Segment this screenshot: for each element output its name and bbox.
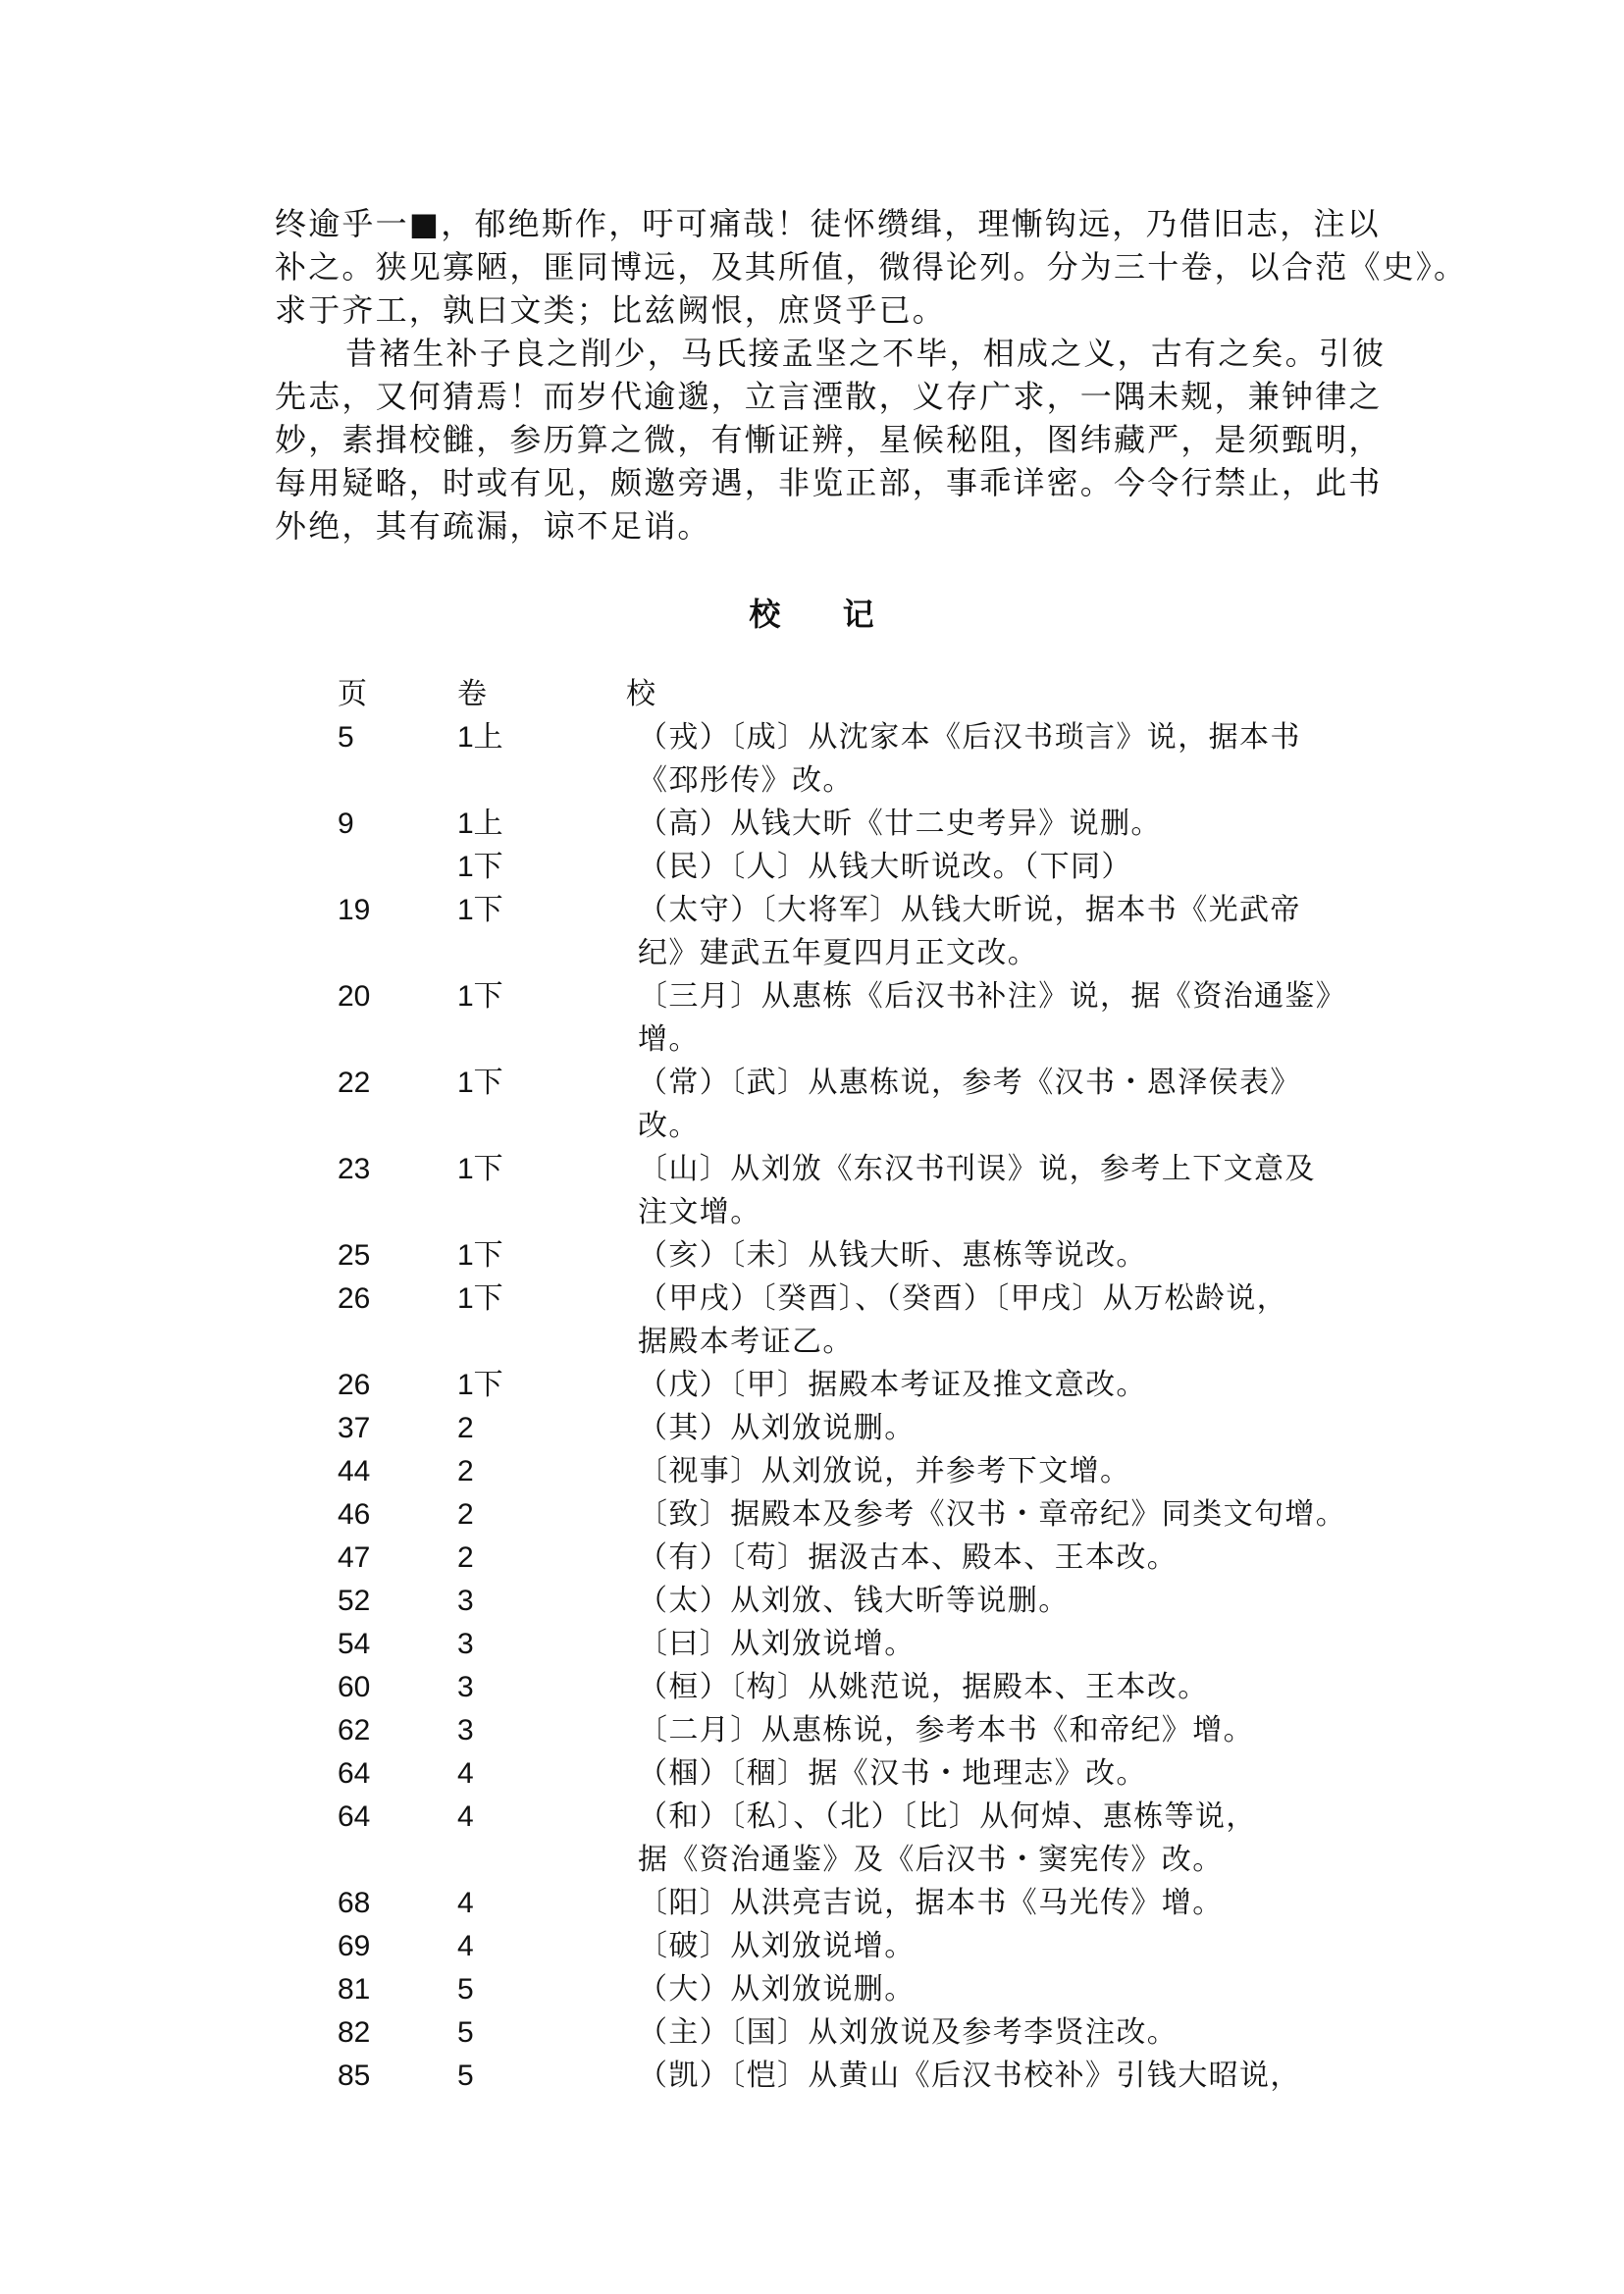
preface-text	[275, 202, 1468, 547]
table-row	[338, 2011, 1378, 2055]
row-volume: 2	[457, 1412, 474, 1444]
row-volume: 3	[457, 1628, 474, 1660]
row-note-line: 注文增。	[638, 1195, 761, 1229]
prose-line: 先志，又何猜焉！而岁代逾邈，立言湮散，义存广求，一隅未觌，兼钟律之	[275, 378, 1383, 415]
row-note-line: （常）〔武〕从惠栋说，参考《汉书・恩泽侯表》	[638, 1066, 1301, 1100]
row-note-line: （主）〔国〕从刘攽说及参考李贤注改。	[638, 2015, 1179, 2050]
row-note-line: （民）〔人〕从钱大昕说改。（下同）	[638, 850, 1132, 884]
row-volume: 1下	[457, 1282, 503, 1315]
document-page	[275, 202, 1468, 2093]
row-note-line: 〔视事〕从刘攽说，并参考下文增。	[638, 1454, 1131, 1488]
row-note-line: 据殿本考证乙。	[638, 1325, 854, 1359]
row-note-line: 《邳彤传》改。	[638, 763, 854, 798]
row-volume: 1下	[457, 980, 503, 1013]
row-volume: 1下	[457, 894, 503, 926]
row-page: 26	[338, 1369, 371, 1401]
row-page: 23	[338, 1153, 371, 1185]
row-volume: 5	[457, 1973, 474, 2006]
table-row	[338, 1277, 1378, 1364]
table-row	[338, 1148, 1378, 1234]
row-note-line: （有）〔苟〕据汲古本、殿本、王本改。	[638, 1540, 1179, 1575]
row-note-line: （戎）〔成〕从沈家本《后汉书琐言》说，据本书	[638, 720, 1301, 755]
table-row	[338, 1407, 1378, 1450]
section-title: 校 记	[749, 596, 900, 633]
row-volume: 3	[457, 1714, 474, 1747]
table-row	[338, 1968, 1378, 2011]
row-page: 19	[338, 894, 371, 926]
row-note-line: （其）从刘攽说删。	[638, 1411, 916, 1445]
row-page: 9	[338, 808, 354, 840]
table-row	[338, 1796, 1378, 1882]
table-row	[338, 2055, 1378, 2098]
table-row	[338, 1709, 1378, 1752]
row-volume: 1上	[457, 808, 503, 840]
row-note-line: （凯）〔恺〕从黄山《后汉书校补》引钱大昭说，	[638, 2059, 1301, 2093]
prose-line: 外绝，其有疏漏，谅不足诮。	[275, 507, 711, 545]
row-note-line: （甲戌）〔癸酉〕、（癸酉）〔甲戌〕从万松龄说，	[638, 1281, 1288, 1316]
row-volume: 1下	[457, 851, 503, 883]
row-note-line: 〔致〕据殿本及参考《汉书・章帝纪》同类文句增。	[638, 1497, 1347, 1532]
row-page: 26	[338, 1282, 371, 1315]
row-note-line: 〔三月〕从惠栋《后汉书补注》说，据《资治通鉴》	[638, 979, 1347, 1014]
table-row	[338, 1450, 1378, 1493]
row-volume: 1上	[457, 721, 503, 754]
row-note-line: 〔山〕从刘攽《东汉书刊误》说，参考上下文意及	[638, 1152, 1316, 1186]
row-page: 68	[338, 1887, 371, 1919]
row-page: 44	[338, 1455, 371, 1487]
table-row	[338, 1234, 1378, 1277]
row-note-line: 〔二月〕从惠栋说，参考本书《和帝纪》增。	[638, 1713, 1254, 1747]
row-page: 20	[338, 980, 371, 1013]
row-volume: 2	[457, 1455, 474, 1487]
row-note-line: （戊）〔甲〕据殿本考证及推文意改。	[638, 1368, 1147, 1402]
header-note: 校	[626, 677, 657, 711]
row-volume: 5	[457, 2059, 474, 2092]
row-volume: 3	[457, 1671, 474, 1703]
table-row	[338, 1666, 1378, 1709]
table-row	[338, 1062, 1378, 1148]
prose-line: 每用疑略，时或有见，颇邀旁遇，非览正部，事乖详密。今令行禁止，此书	[275, 464, 1383, 501]
row-note-line: （椢）〔稒〕据《汉书・地理志》改。	[638, 1756, 1147, 1791]
row-page: 81	[338, 1973, 371, 2006]
row-volume: 4	[457, 1930, 474, 1962]
prose-line: 补之。狭见寡陋，匪同博远，及其所值，微得论列。分为三十卷，以合范《史》。	[275, 248, 1468, 286]
row-page: 64	[338, 1757, 371, 1790]
row-note-line: （和）〔私〕、（北）〔比〕从何焯、惠栋等说，	[638, 1799, 1257, 1834]
prose-line: 求于齐工，孰曰文类；比兹阙恨，庶贤乎已。	[275, 291, 947, 329]
row-page: 82	[338, 2016, 371, 2049]
row-page: 5	[338, 721, 354, 754]
row-volume: 1下	[457, 1067, 503, 1099]
row-note-line: （大）从刘攽说删。	[638, 1972, 916, 2007]
row-page: 37	[338, 1412, 371, 1444]
row-volume: 1下	[457, 1153, 503, 1185]
row-volume: 2	[457, 1498, 474, 1531]
table-header	[338, 673, 1378, 716]
header-page: 页	[338, 677, 367, 711]
row-page: 22	[338, 1067, 371, 1099]
row-volume: 4	[457, 1757, 474, 1790]
row-page: 52	[338, 1585, 371, 1617]
row-page: 85	[338, 2059, 371, 2092]
table-row	[338, 1537, 1378, 1580]
row-note-line: 〔破〕从刘攽说增。	[638, 1929, 916, 1963]
row-note-line: 据《资治通鉴》及《后汉书・窦宪传》改。	[638, 1843, 1224, 1877]
table-row	[338, 1364, 1378, 1407]
row-note-line: 〔曰〕从刘攽说增。	[638, 1627, 916, 1661]
row-volume: 3	[457, 1585, 474, 1617]
row-note-line: 纪》建武五年夏四月正文改。	[638, 936, 1039, 970]
row-note-line: 改。	[638, 1109, 700, 1143]
table-row	[338, 846, 1378, 889]
header-volume: 卷	[457, 677, 487, 711]
table-row	[338, 716, 1378, 803]
row-volume: 1下	[457, 1239, 503, 1272]
prose-line: 昔褚生补子良之削少，马氏接孟坚之不毕，相成之义，古有之矣。引彼	[345, 335, 1387, 372]
row-volume: 5	[457, 2016, 474, 2049]
row-note-line: （桓）〔构〕从姚范说，据殿本、王本改。	[638, 1670, 1209, 1704]
table-row	[338, 803, 1378, 846]
row-page: 47	[338, 1541, 371, 1574]
prose-line: 妙，素揖校雠，参历算之微，有慚证辨，星候秘阻，图纬藏严，是须甄明，	[275, 421, 1383, 458]
prose-line: 终逾乎一■，郁绝斯作，吁可痛哉！徒怀缵缉，理慚钩远，乃借旧志，注以	[275, 205, 1381, 242]
row-page: 25	[338, 1239, 371, 1272]
row-note-line: 增。	[638, 1022, 700, 1057]
row-note-line: （高）从钱大昕《廿二史考异》说删。	[638, 807, 1162, 841]
table-row	[338, 1623, 1378, 1666]
row-volume: 1下	[457, 1369, 503, 1401]
row-note-line: （太守）〔大将军〕从钱大昕说，据本书《光武帝	[638, 893, 1301, 927]
table-row	[338, 1882, 1378, 1925]
table-row	[338, 1493, 1378, 1537]
collation-table	[338, 673, 1378, 2098]
table-row	[338, 1580, 1378, 1623]
row-volume: 4	[457, 1887, 474, 1919]
row-note-line: 〔阳〕从洪亮吉说，据本书《马光传》增。	[638, 1886, 1224, 1920]
row-page: 60	[338, 1671, 371, 1703]
row-volume: 2	[457, 1541, 474, 1574]
row-note-line: （亥）〔未〕从钱大昕、惠栋等说改。	[638, 1238, 1147, 1273]
row-page: 69	[338, 1930, 371, 1962]
table-row	[338, 1925, 1378, 1968]
row-page: 64	[338, 1800, 371, 1833]
row-note-line: （太）从刘攽、钱大昕等说删。	[638, 1584, 1070, 1618]
row-page: 54	[338, 1628, 371, 1660]
table-row	[338, 889, 1378, 975]
table-row	[338, 975, 1378, 1062]
row-page: 62	[338, 1714, 371, 1747]
row-page: 46	[338, 1498, 371, 1531]
table-row	[338, 1752, 1378, 1796]
row-volume: 4	[457, 1800, 474, 1833]
